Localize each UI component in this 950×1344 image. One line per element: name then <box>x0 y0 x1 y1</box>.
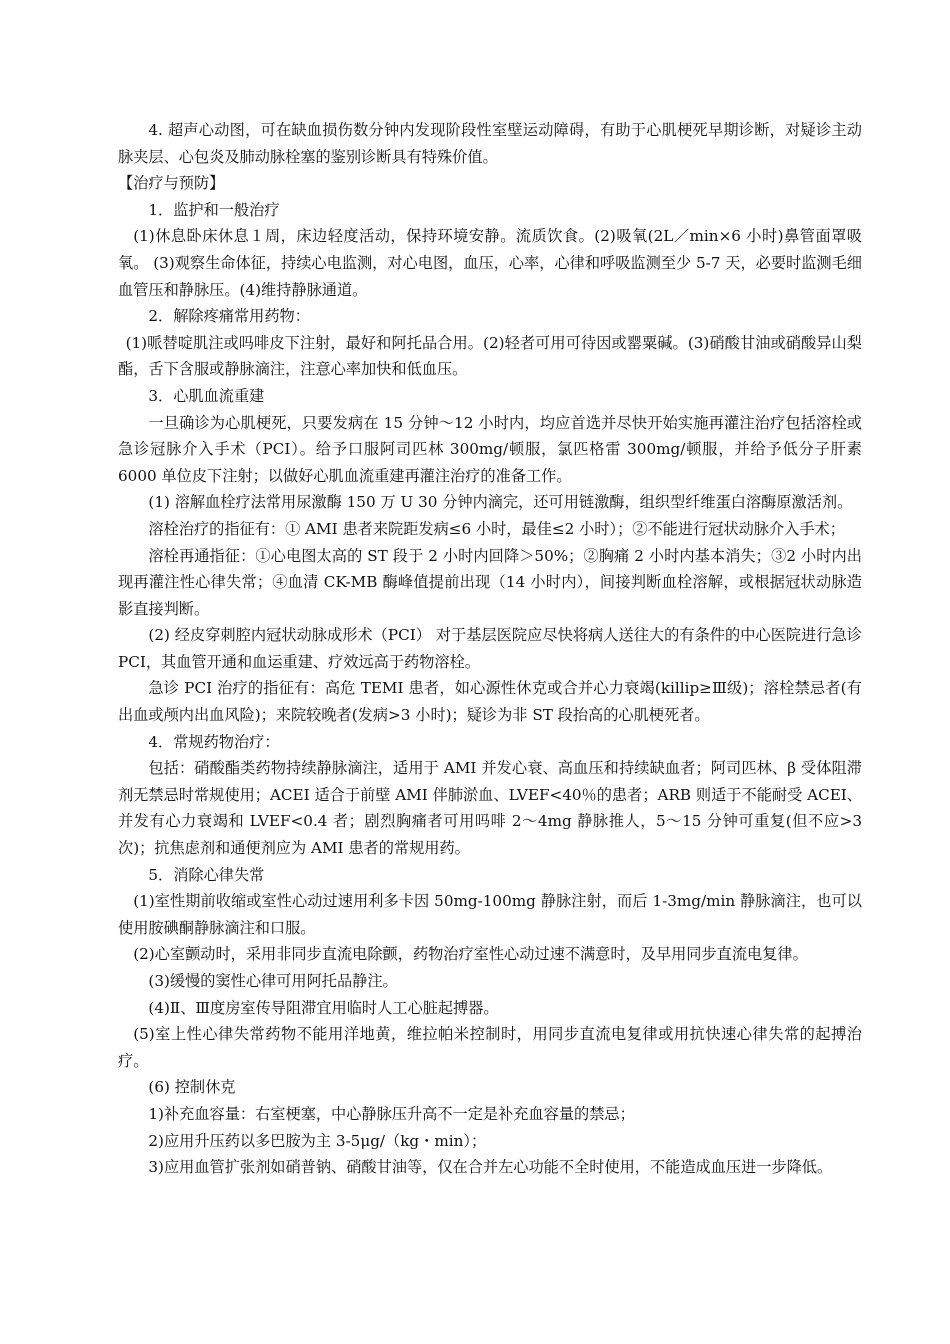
paragraph: 1．监护和一般治疗 <box>148 200 280 219</box>
paragraph: 4. 超声心动图，可在缺血损伤数分钟内发现阶段性室壁运动障碍，有助于心肌梗死早期诊断，对疑诊主动脉夹层、心包炎及肺动脉栓塞的鉴别诊断具有特殊价值。 <box>118 121 862 166</box>
section-heading: 【治疗与预防】 <box>118 174 225 193</box>
paragraph: 急诊 PCI 治疗的指征有：高危 TEMI 患者，如心源性休克或合并心力衰竭(killip≥Ⅲ级)；溶栓禁忌者(有出血或颅内出血风险)；来院较晚者(发病>3 小时)；疑诊为非 ST 段抬高的心肌梗死者。 <box>118 679 862 725</box>
paragraph: 溶栓治疗的指征有：① AMI 患者来院距发病≤6 小时，最佳≤2 小时）；②不能进行冠状动脉介入手术； <box>148 519 845 538</box>
paragraph: (2)心室颤动时，采用非同步直流电除颤，药物治疗室性心动过速不满意时，及早用同步直流电复律。 <box>133 945 808 964</box>
paragraph: 3)应用血管扩张剂如硝普钠、硝酸甘油等，仅在合并左心功能不全时使用，不能造成血压进一步降低。 <box>148 1158 833 1177</box>
paragraph: (5)室上性心律失常药物不能用洋地黄，维拉帕米控制时，用同步直流电复律或用抗快速心律失常的起搏治疗。 <box>118 1025 862 1070</box>
paragraph: 1)补充血容量：右室梗塞，中心静脉压升高不一定是补充血容量的禁忌； <box>148 1104 635 1123</box>
paragraph: 5．消除心律失常 <box>148 865 265 884</box>
paragraph: (1) 溶解血栓疗法常用尿激酶 150 万 U 30 分钟内滴完，还可用链激酶，组织型纤维蛋白溶酶原激活剂。 <box>148 493 853 512</box>
paragraph: (1)休息卧床休息１周，床边轻度活动，保持环境安静。流质饮食。(2)吸氧(2L／min×6 小时)鼻管面罩吸氧。 (3)观察生命体征，持续心电监测，对心电图，血压，心率，心律和呼吸监测至少 5-7 天，必要时监测毛细血管压和静脉压。(4)维持静脉通道。 <box>118 227 862 299</box>
paragraph: (1)室性期前收缩或室性心动过速用利多卡因 50mg-100mg 静脉注射，而后 1-3mg/min 静脉滴注，也可以使用胺碘酮静脉滴注和口服。 <box>118 892 862 937</box>
document-body <box>118 117 862 1181</box>
paragraph: (4)Ⅱ、Ⅲ度房室传导阻滞宜用临时人工心脏起搏器。 <box>148 998 499 1017</box>
paragraph: 4．常规药物治疗： <box>148 732 280 751</box>
paragraph: 一旦确诊为心肌梗死，只要发病在 15 分钟～12 小时内，均应首选并尽快开始实施再灌注治疗包括溶栓或急诊冠脉介入手术（PCI）。给予口服阿司匹林 300mg/顿服，氯匹格雷 300mg/顿服，并给予低分子肝素 6000 单位皮下注射；以做好心肌血流重建再灌注治疗的准备工作。 <box>118 413 862 485</box>
paragraph: (6) 控制休克 <box>148 1078 236 1097</box>
paragraph: 3．心肌血流重建 <box>148 386 265 405</box>
paragraph: 2．解除疼痛常用药物： <box>148 307 310 326</box>
paragraph: (1)哌替啶肌注或吗啡皮下注射，最好和阿托品合用。(2)轻者可用可待因或罂粟碱。(3)硝酸甘油或硝酸异山梨酯，舌下含服或静脉滴注，注意心率加快和低血压。 <box>118 333 862 379</box>
paragraph: (3)缓慢的窦性心律可用阿托品静注。 <box>148 972 398 990</box>
paragraph: (2) 经皮穿刺腔内冠状动脉成形术（PCI） 对于基层医院应尽快将病人送往大的有条件的中心医院进行急诊 PCI，其血管开通和血运重建、疗效远高于药物溶栓。 <box>118 626 862 671</box>
paragraph: 2)应用升压药以多巴胺为主 3-5μg/（kg・min）； <box>148 1131 487 1150</box>
paragraph: 包括：硝酸酯类药物持续静脉滴注，适用于 AMI 并发心衰、高血压和持续缺血者；阿司匹林、β 受体阻滞剂无禁忌时常规使用；ACEI 适合于前壁 AMI 伴肺淤血、LVEF<40％的患者；ARB 则适于不能耐受 ACEI、并发有心力衰竭和 LVEF<0.4 者；剧烈胸痛者可用吗啡 2～4mg 静脉推人，5～15 分钟可重复(但不应>3 次)；抗焦虑剂和通便剂应为 AMI 患者的常规用药。 <box>118 759 862 858</box>
paragraph: 溶栓再通指征：①心电图太高的 ST 段于 2 小时内回降＞50%；②胸痛 2 小时内基本消失；③2 小时内出现再灌注性心律失常；④血清 CK-MB 酶峰值提前出现（14 小时内），间接判断血栓溶解，或根据冠状动脉造影直接判断。 <box>118 546 862 618</box>
